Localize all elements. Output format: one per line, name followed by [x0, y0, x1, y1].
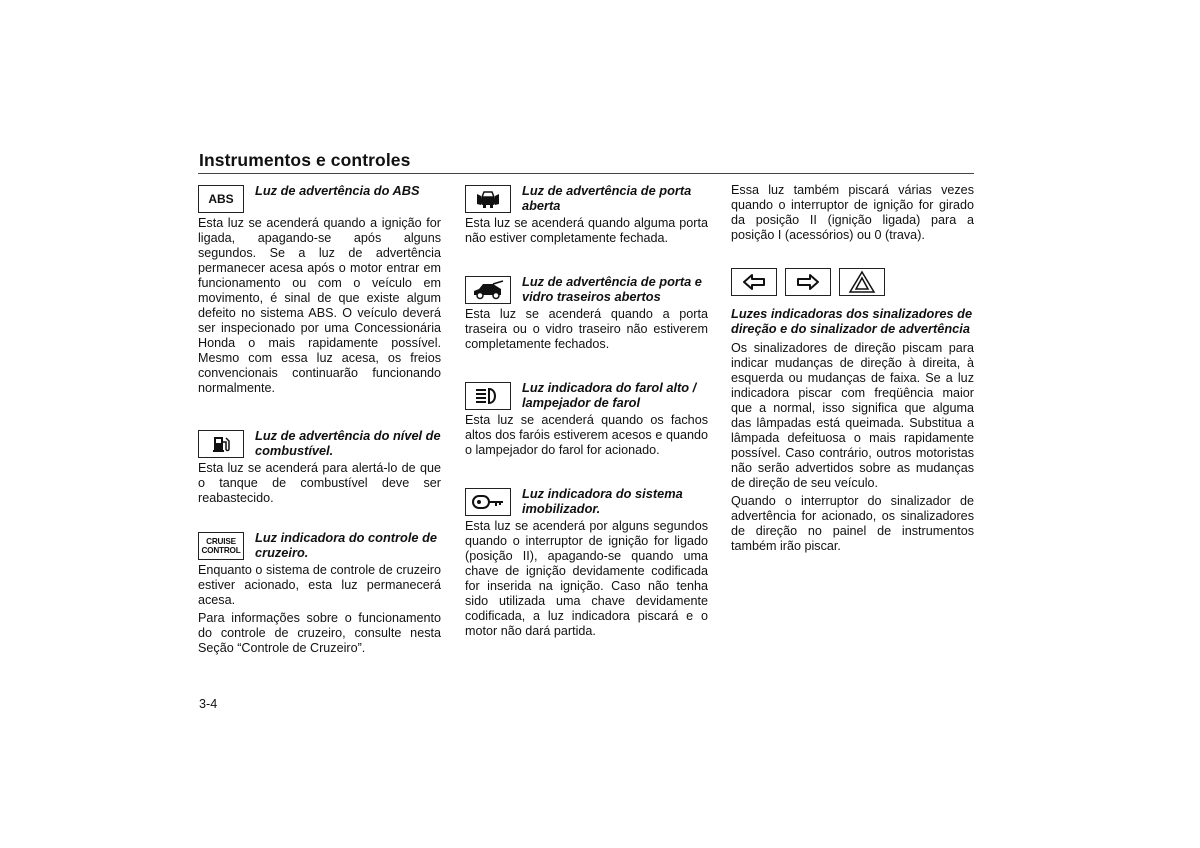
- signals-body-2: Quando o interruptor do sinalizador de advertência for acionado, os sinalizadores de direção no painel de instrumentos também irão piscar.: [731, 494, 974, 553]
- rear-hatch-open-icon: [465, 276, 511, 304]
- high-beam-section: [465, 380, 708, 458]
- page-title: Instrumentos e controles: [199, 150, 411, 170]
- abs-title: Luz de advertência do ABS: [255, 183, 420, 198]
- cruise-icon-line2: CONTROL: [201, 546, 241, 555]
- cruise-section: [198, 530, 441, 656]
- abs-icon-label: ABS: [208, 192, 234, 206]
- rear-door-body: Esta luz se acenderá quando a porta traseira ou o vidro traseiro não estiverem completamente fechados.: [465, 307, 708, 351]
- door-body: Esta luz se acenderá quando alguma porta não estiver completamente fechada.: [465, 216, 708, 245]
- signals-body-1: Os sinalizadores de direção piscam para indicar mudanças de direção à direita, à esquerda ou mudanças de faixa. Se a luz indicadora piscar com freqüência maior que a normal, isso significa que alguma das lâmpadas está queimada. Substitua a lâmpada defeituosa o mais rapidamente possível. Caso contrário, outros motoristas não serão advertidos sobre as mudanças de direção de seu veículo.: [731, 341, 974, 490]
- hazard-warning-icon: [839, 268, 885, 296]
- abs-section: [198, 183, 441, 396]
- fuel-title: Luz de advertência do nível de combustível.: [255, 428, 441, 458]
- column-2: [465, 183, 708, 663]
- door-section: [465, 183, 708, 246]
- page-number: 3-4: [199, 697, 218, 711]
- rear-door-section: [465, 274, 708, 352]
- abs-body: Esta luz se acenderá quando a ignição for ligada, apagando-se após alguns segundos. Se a luz de advertência permanecer acesa após o motor entrar em funcionamento ou com o veículo em movimento, é sinal de que existe algum defeito no sistema ABS. O veículo deverá ser inspecionado por uma Concessionária Honda o mais rapidamente possível. Mesmo com essa luz acesa, os freios convencionais continuarão funcionando normalmente.: [198, 216, 441, 395]
- high-beam-title: Luz indicadora do farol alto / lampejador de farol: [522, 380, 697, 410]
- immobilizer-body: Esta luz se acenderá por alguns segundos quando o interruptor de ignição for ligado (posição II), apagando-se quando uma chave de ignição devidamente codificada for inserida na ignição. Caso não tenha sido utilizada uma chave devidamente codificada, a luz indicadora piscará e o motor não dará partida.: [465, 519, 708, 638]
- door-title: Luz de advertência de porta aberta: [522, 183, 692, 213]
- high-beam-body: Esta luz se acenderá quando os fachos altos dos faróis estiverem acesos e quando o lampejador do farol for acionado.: [465, 413, 708, 457]
- cruise-control-icon: [198, 532, 244, 560]
- fuel-pump-icon: [198, 430, 244, 458]
- signals-title: Luzes indicadoras dos sinalizadores de direção e do sinalizador de advertência: [731, 306, 973, 336]
- immobilizer-section: [465, 486, 708, 639]
- fuel-section: [198, 428, 441, 506]
- door-open-icon: [465, 185, 511, 213]
- left-arrow-icon: [731, 268, 777, 296]
- turn-signal-icons: [731, 268, 974, 296]
- column-3: [731, 183, 974, 557]
- fuel-body: Esta luz se acenderá para alertá-lo de que o tanque de combustível deve ser reabastecido.: [198, 461, 441, 505]
- title-rule: [198, 173, 974, 174]
- cruise-title: Luz indicadora do controle de cruzeiro.: [255, 530, 438, 560]
- rear-door-title: Luz de advertência de porta e vidro traseiros abertos: [522, 274, 702, 304]
- cruise-icon-line1: CRUISE: [206, 537, 236, 546]
- cruise-body-2: Para informações sobre o funcionamento do controle de cruzeiro, consulte nesta Seção “Controle de Cruzeiro”.: [198, 611, 441, 655]
- high-beam-icon: [465, 382, 511, 410]
- abs-warning-icon: [198, 185, 244, 213]
- immobilizer-title: Luz indicadora do sistema imobilizador.: [522, 486, 683, 516]
- right-arrow-icon: [785, 268, 831, 296]
- column-1: [198, 183, 441, 680]
- immobilizer-continued: Essa luz também piscará várias vezes quando o interruptor de ignição for girado da posição II (ignição ligada) para a posição I (acessórios) ou 0 (trava).: [731, 183, 974, 242]
- immobilizer-key-icon: [465, 488, 511, 516]
- cruise-body-1: Enquanto o sistema de controle de cruzeiro estiver acionado, esta luz permanecerá acesa.: [198, 563, 441, 607]
